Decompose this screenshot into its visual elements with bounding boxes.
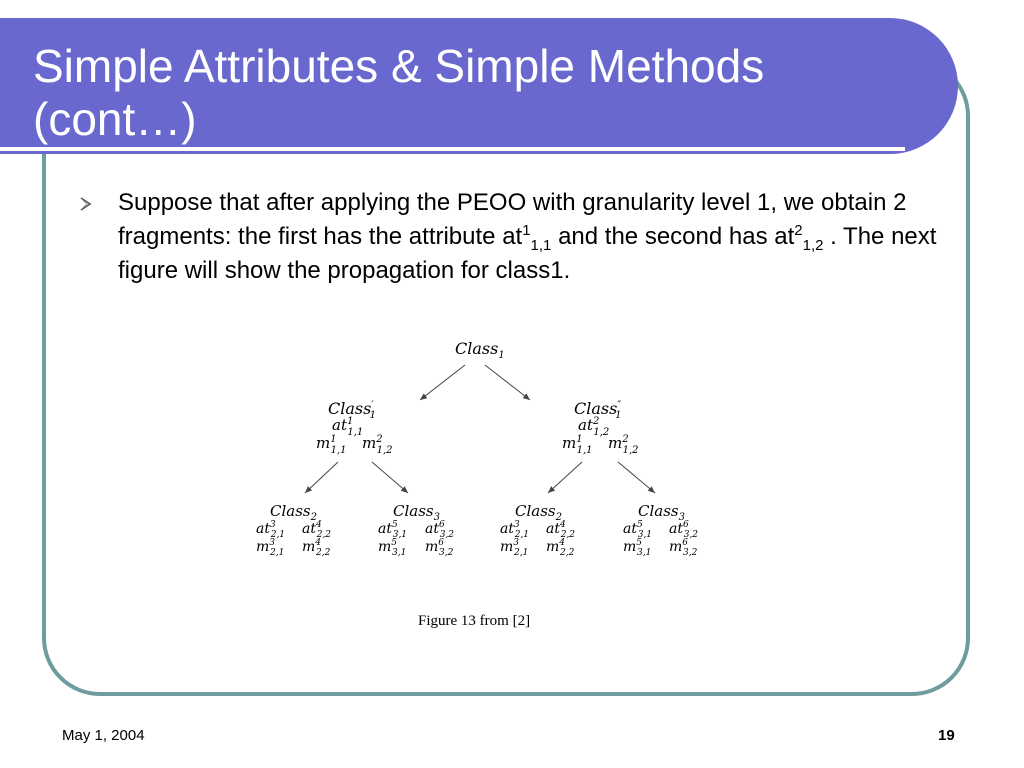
arrow-right-leaf3 xyxy=(548,462,582,493)
class-propagation-figure xyxy=(250,330,720,570)
svg-text:Class3: Class$_3$ xyxy=(393,502,440,523)
bullet-text: Suppose that after applying the PEOO with granularity level 1, we obtain 2 fragments: the first has the attribute $at^1_{1,1}$ and the second has $at^2_{1,2}$ . The next figure will show the propagation for class1. xyxy=(118,189,937,284)
svg-text:m53,1: $m^5$ 3,1 xyxy=(378,538,407,558)
svg-text:at32,1: $at^3$ 2,1 xyxy=(256,520,286,540)
svg-text:at32,1: $at^3$ 2,1 xyxy=(500,520,530,540)
svg-text:at42,2: $at^4$ 2,2 xyxy=(546,520,576,540)
svg-text:m63,2: $m^6$ 3,2 xyxy=(425,538,454,558)
title-bar xyxy=(0,18,958,154)
footer-date: May 1, 2004 xyxy=(62,727,145,744)
chevron-right-icon xyxy=(80,197,92,211)
arrow-right-leaf4 xyxy=(618,462,655,493)
svg-text:m42,2: $m^4$ 2,2 xyxy=(546,538,575,558)
left-method-1: $m^1$ 1,1 xyxy=(316,434,347,456)
title-line-2: (cont…) xyxy=(33,93,197,145)
svg-text:m32,1: $m^3$ 2,1 xyxy=(256,538,285,558)
slide-title xyxy=(33,40,764,146)
arrow-root-right xyxy=(485,365,530,400)
left-fragment xyxy=(316,399,393,456)
arrow-left-leaf2 xyxy=(372,462,408,493)
svg-text:at63,2: $at^6$ 3,2 xyxy=(669,520,699,540)
arrow-root-left xyxy=(420,365,465,400)
svg-text:at63,2: $at^6$ 3,2 xyxy=(425,520,455,540)
right-method-1: $m^1$ 1,1 xyxy=(562,434,593,456)
right-class: Class″ 1 xyxy=(574,399,622,421)
svg-text:at42,2: $at^4$ 2,2 xyxy=(302,520,332,540)
svg-text:m63,2: $m^6$ 3,2 xyxy=(669,538,698,558)
left-method-2: $m^2$ 1,2 xyxy=(362,434,393,456)
right-fragment xyxy=(562,399,639,456)
leaf-class-3 xyxy=(500,502,575,558)
figure-caption: Figure 13 from [2] xyxy=(418,613,531,629)
leaf-class-1 xyxy=(256,502,331,558)
svg-text:m53,1: $m^5$ 3,1 xyxy=(623,538,652,558)
left-class: Class′ 1 xyxy=(328,399,376,421)
page-number: 19 xyxy=(938,727,955,744)
svg-text:at53,1: $at^5$ 3,1 xyxy=(623,520,653,540)
svg-text:m32,1: $m^3$ 2,1 xyxy=(500,538,529,558)
right-method-2: $m^2$ 1,2 xyxy=(608,434,639,456)
leaf-class-2 xyxy=(378,502,454,558)
title-underline xyxy=(0,147,905,151)
root-class: Class$_1$ xyxy=(455,339,505,361)
svg-text:Class2: Class$_2$ xyxy=(270,502,317,523)
left-attribute: $at^1$ 1,1 xyxy=(332,416,364,438)
arrow-left-leaf1 xyxy=(305,462,338,493)
svg-text:Class2: Class$_2$ xyxy=(515,502,562,523)
svg-text:m42,2: $m^4$ 2,2 xyxy=(302,538,331,558)
leaf-class-4 xyxy=(623,502,698,558)
right-attribute: $at^2$ 1,2 xyxy=(578,416,610,438)
svg-text:at53,1: $at^5$ 3,1 xyxy=(378,520,408,540)
title-line-1: Simple Attributes & Simple Methods xyxy=(33,40,765,92)
svg-text:Class3: Class$_3$ xyxy=(638,502,685,523)
